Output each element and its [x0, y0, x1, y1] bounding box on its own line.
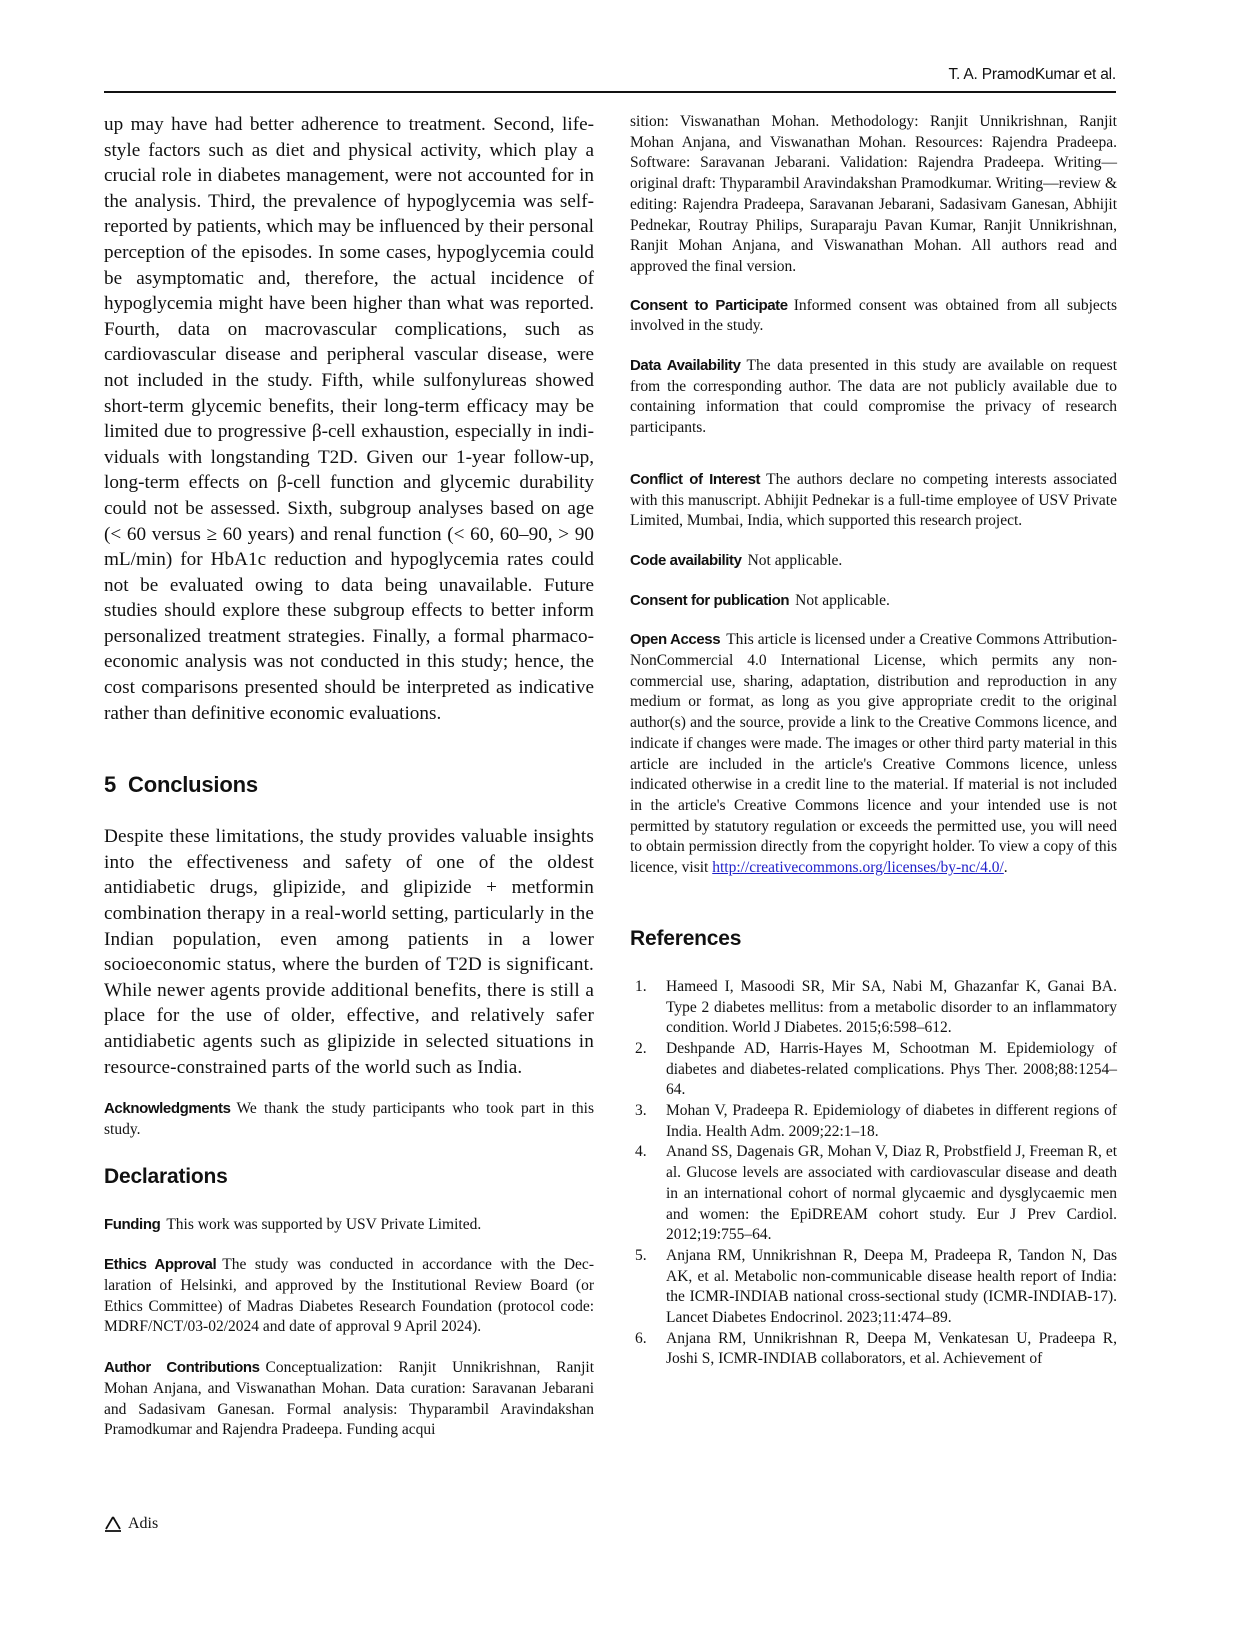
code-availability-text: Not applicable. [747, 551, 843, 569]
consent-publication-label: Consent for publication [630, 591, 790, 609]
header-rule [104, 91, 1116, 93]
reference-text: Anand SS, Dagenais GR, Mohan V, Diaz R, Probstfield J, Freeman R, et al. Glucose levels are associated with cardiovascular disease and death in an international cohort of normal glycaemic and dysglycaemic men and women: the EpiDREAM cohort study. Eur J Prev Cardiol. 2012;19:755–64. [666, 1143, 1117, 1244]
page-footer [104, 1515, 158, 1533]
section-number: 5 [104, 772, 117, 798]
publisher-name: Adis [128, 1515, 159, 1532]
reference-number: 3. [635, 1102, 647, 1120]
reference-item [630, 1101, 1117, 1142]
reference-item [630, 1039, 1117, 1101]
open-access-label: Open Access [630, 631, 721, 649]
reference-number: 6. [635, 1329, 647, 1347]
open-access-end: . [1003, 859, 1008, 877]
open-access-text: This article is licensed under a Creative Commons Attribution-NonCommercial 4.0 International License, which permits any non-commercial use, sharing, adaptation, distribution and reproduction in any medium or format, as long as you give appropriate credit to the original author(s) and the source, provide a link to the Creative Commons licence, and indicate if changes were made. The images or other third party material in this article are included in the article's Creative Commons licence, unless indicated otherwise in a credit line to the material. If material is not included in the article's Creative Commons licence and your intended use is not permitted by statutory regulation or exceeds the permitted use, you will need to obtain permission directly from the copyright holder. To view a copy of this licence, visit [630, 631, 1118, 877]
data-availability-block [630, 356, 1117, 439]
ethics-text: The study was conducted in accordance with the Declaration of Helsinki, and approved by the Institutional Review Board (or Ethics Committee) of Madras Diabetes Research Foundation (protocol code: MDRF/NCT/03-02/2024 and date of approval 9 April 2024). [104, 1256, 594, 1336]
reference-text: Anjana RM, Unnikrishnan R, Deepa M, Venkatesan U, Pradeepa R, Joshi S, ICMR-INDIAB collaborators, et al. Achievement of [666, 1329, 1117, 1368]
conflict-text: The authors declare no competing interests associated with this manuscript. Abhijit Pednekar is a full-time employee of USV Private Limited, Mumbai, India, which supported this research project. [630, 470, 1117, 530]
funding-text: This work was supported by USV Private Limited. [166, 1215, 482, 1233]
left-column [104, 112, 594, 1441]
reference-item [630, 977, 1117, 1039]
declarations-heading: Declarations [104, 1164, 228, 1188]
consent-participate-block [630, 296, 1117, 337]
code-availability-block [630, 551, 1117, 572]
reference-item [630, 1142, 1117, 1246]
conclusions-heading [104, 772, 594, 798]
reference-item [630, 1246, 1117, 1329]
code-availability-label: Code availability [630, 551, 742, 569]
limitations-paragraph: up may have had better adherence to treatment. Second, lifestyle factors such as diet and physical activity, which play a crucial role in diabetes management, were not accounted for in the analysis. Third, the prevalence of hypoglycemia was self-reported by patients, which may be influenced by their personal perception of the episodes. In some cases, hypoglycemia could be asymptomatic and, therefore, the actual incidence of hypoglycemia might have been higher than what was reported. Fourth, data on macrovascular complications, such as cardiovascular disease and peripheral vascular disease, were not included in the study. Fifth, while sulfonylureas showed short-term glycemic benefits, their long-term efficacy may be limited due to progressive β-cell exhaustion, especially in individuals with longstanding T2D. Given our 1-year follow-up, long-term effects on β-cell function and glycemic durability could not be assessed. Sixth, subgroup analyses based on age (< 60 versus ≥ 60 years) and renal function (< 60, 60–90, > 90 mL/min) for HbA1c reduction and hypoglycemia rates could not be evaluated owing to data being unavailable. Future studies should explore these subgroup effects to better inform personalized treatment strategies. Finally, a formal pharmacoeconomic analysis was not conducted in this study; hence, the cost comparisons presented should be interpreted as indicative rather than definitive economic evaluations. [104, 114, 594, 724]
consent-publication-text: Not applicable. [795, 591, 890, 609]
conflict-block [630, 470, 1117, 532]
right-column [630, 112, 1117, 1370]
license-link[interactable]: http://creativecommons.org/licenses/by-nc/4.0/ [712, 859, 1004, 877]
consent-participate-label: Consent to Participate [630, 296, 788, 314]
consent-publication-block [630, 591, 1117, 612]
author-contributions-label: Author Contributions [104, 1359, 260, 1377]
references-list [630, 977, 1117, 1370]
references-heading: References [630, 926, 742, 950]
data-availability-text: The data presented in this study are available on request from the corresponding author. The data are not publicly available due to containing information that could compromise the privacy of research participants. [630, 357, 1118, 437]
author-contributions-text: Conceptualization: Ranjit Unnikrishnan, Ranjit Mohan Anjana, and Viswanathan Mohan. Data curation: Saravanan Jebarani and Sadasivam Ganesan. Formal analysis: Thyparambil Aravindakshan Pramodkumar and Rajendra Pradeepa. Funding acqui [104, 1359, 594, 1439]
funding-label: Funding [104, 1215, 161, 1233]
reference-text: Hameed I, Masoodi SR, Mir SA, Nabi M, Ghazanfar K, Ganai BA. Type 2 diabetes mellitus: from a metabolic disorder to an inflammatory condition. World J Diabetes. 2015;6:598–612. [666, 977, 1117, 1037]
reference-text: Deshpande AD, Harris-Hayes M, Schootman M. Epidemiology of diabetes and diabetes-related complications. Phys Ther. 2008;88:1254–64. [666, 1039, 1117, 1099]
reference-text: Mohan V, Pradeepa R. Epidemiology of diabetes in different regions of India. Health Adm. 2009;22:1–18. [666, 1102, 1117, 1140]
acknowledgments-block [104, 1099, 594, 1140]
reference-number: 2. [635, 1039, 647, 1057]
author-contributions-continued: sition: Viswanathan Mohan. Methodology: Ranjit Unnikrishnan, Ranjit Mohan Anjana, and Viswanathan Mohan. Resources: Rajendra Pradeepa. Software: Saravanan Jebarani. Validation: Rajendra Pradeepa. Writing—original draft: Thyparambil Aravindakshan Pramodkumar. Writing—review & editing: Rajendra Pradeepa, Saravanan Jebarani, Sadasivam Ganesan, Abhijit Pednekar, Routray Philips, Suraparaju Pavan Kumar, Ranjit Unnikrishnan, Ranjit Mohan Anjana, and Viswanathan Mohan. All authors read and approved the final version. [630, 113, 1117, 275]
funding-block [104, 1215, 594, 1236]
author-contributions-block [104, 1358, 594, 1441]
conclusions-paragraph: Despite these limitations, the study provides valuable insights into the effectiveness and safety of one of the oldest antidiabetic drugs, glipizide, and glipizide + metformin combination therapy in a real-world setting, particularly in the Indian population, even among patients in a lower socioeconomic status, where the burden of T2D is significant. While newer agents provide additional benefits, there is still a place for the use of older, effective, and relatively safer antidiabetic agents such as glipizide in selected situations in resource-constrained parts of the world such as India. [104, 826, 594, 1078]
reference-number: 5. [635, 1246, 647, 1264]
conflict-label: Conflict of Interest [630, 470, 761, 488]
reference-text: Anjana RM, Unnikrishnan R, Deepa M, Pradeepa R, Tandon N, Das AK, et al. Metabolic non-communicable disease health report of India: the ICMR-INDIAB national cross-sectional study (ICMR-INDIAB-17). Lancet Diabetes Endocrinol. 2023;11:474–89. [666, 1246, 1117, 1327]
data-availability-label: Data Availability [630, 357, 741, 375]
reference-number: 4. [635, 1143, 647, 1161]
ethics-label: Ethics Approval [104, 1256, 217, 1274]
open-access-block [630, 630, 1117, 878]
acknowledgments-label: Acknowledgments [104, 1100, 231, 1118]
reference-item [630, 1329, 1117, 1370]
reference-number: 1. [635, 977, 647, 995]
ethics-block [104, 1255, 594, 1338]
section-title: Conclusions [128, 772, 258, 798]
running-head: T. A. PramodKumar et al. [948, 66, 1116, 83]
acknowledgments-text: We thank the study participants who took part in this study. [104, 1100, 594, 1138]
adis-logo-icon [104, 1516, 122, 1532]
consent-participate-text: Informed consent was obtained from all subjects involved in the study. [630, 296, 1117, 335]
